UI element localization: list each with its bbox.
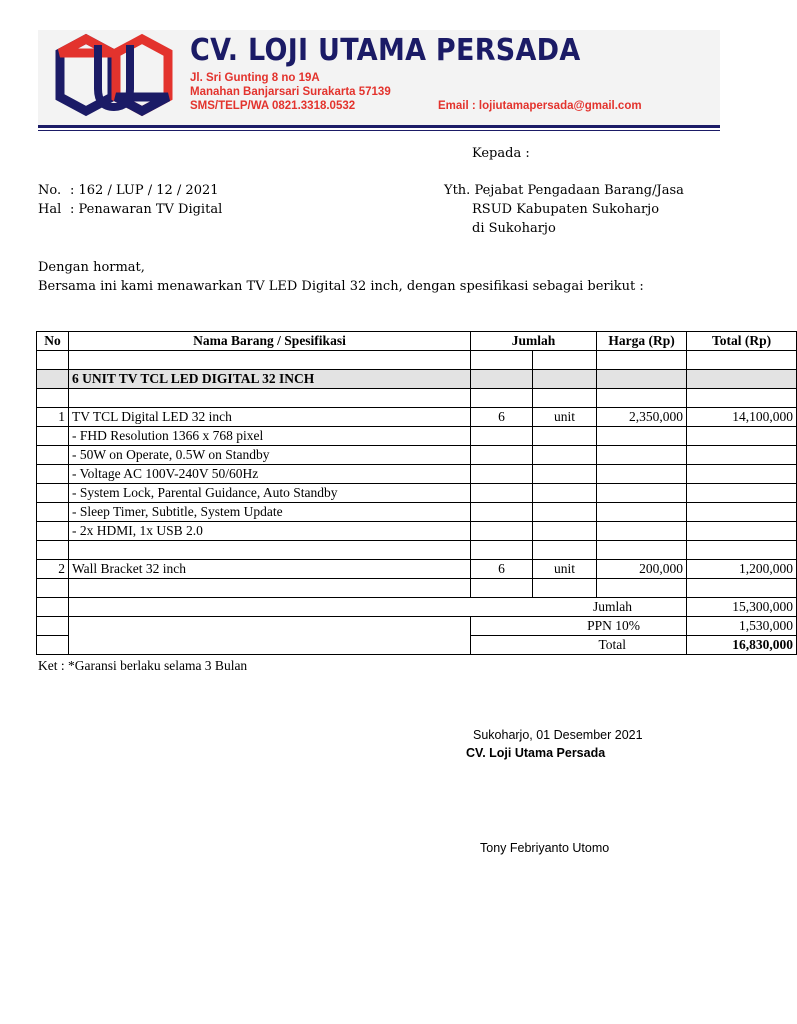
table-row <box>37 541 797 560</box>
summary-label: Total <box>471 636 687 655</box>
summary-value: 1,530,000 <box>687 617 797 636</box>
item-qty: 6 <box>471 408 533 427</box>
table-header-row <box>37 332 797 351</box>
company-name: CV. LOJI UTAMA PERSADA <box>190 33 581 68</box>
grand-total-value: 16,830,000 <box>687 636 797 655</box>
letterhead-divider-thin <box>38 130 720 131</box>
table-row <box>37 579 797 598</box>
item-unit: unit <box>533 560 597 579</box>
header-item-name: Nama Barang / Spesifikasi <box>69 332 471 351</box>
table-row <box>37 351 797 370</box>
subject-label: Hal <box>38 202 62 217</box>
address-line-2: Manahan Banjarsari Surakarta 57139 <box>190 86 391 98</box>
item-unit: unit <box>533 408 597 427</box>
section-title: 6 UNIT TV TCL LED DIGITAL 32 INCH <box>69 370 471 389</box>
table-row <box>37 560 797 579</box>
item-name: Wall Bracket 32 inch <box>69 560 471 579</box>
spec-text: - 2x HDMI, 1x USB 2.0 <box>69 522 471 541</box>
place-date: Sukoharjo, 01 Desember 2021 <box>473 728 643 742</box>
company-logo <box>50 33 180 123</box>
signature-company: CV. Loji Utama Persada <box>466 746 606 760</box>
spec-row <box>37 503 797 522</box>
recipient-line-2: RSUD Kabupaten Sukoharjo <box>472 202 660 217</box>
signer-name: Tony Febriyanto Utomo <box>480 841 610 855</box>
recipient-line-1: Yth. Pejabat Pengadaan Barang/Jasa <box>444 183 684 198</box>
spec-row <box>37 465 797 484</box>
letter-number-label: No. <box>38 183 62 198</box>
greeting: Dengan hormat, <box>38 260 145 275</box>
summary-row-tax <box>37 617 797 636</box>
item-total: 14,100,000 <box>687 408 797 427</box>
summary-row-total <box>37 636 797 655</box>
header-no: No <box>37 332 69 351</box>
intro-paragraph: Bersama ini kami menawarkan TV LED Digital 32 inch, dengan spesifikasi sebagai berikut : <box>38 279 644 294</box>
spec-text: - System Lock, Parental Guidance, Auto Standby <box>69 484 471 503</box>
spec-text: - FHD Resolution 1366 x 768 pixel <box>69 427 471 446</box>
item-price: 2,350,000 <box>597 408 687 427</box>
address-line-1: Jl. Sri Gunting 8 no 19A <box>190 72 320 84</box>
summary-row-subtotal <box>37 598 797 617</box>
letter-number-value: : 162 / LUP / 12 / 2021 <box>70 183 219 198</box>
contact-email: Email : lojiutamapersada@gmail.com <box>438 100 642 112</box>
spec-row <box>37 522 797 541</box>
spec-text: - Sleep Timer, Subtitle, System Update <box>69 503 471 522</box>
item-price: 200,000 <box>597 560 687 579</box>
item-no: 1 <box>37 408 69 427</box>
header-price: Harga (Rp) <box>597 332 687 351</box>
spec-row <box>37 446 797 465</box>
recipient-label: Kepada : <box>472 146 530 161</box>
item-qty: 6 <box>471 560 533 579</box>
summary-value: 15,300,000 <box>687 598 797 617</box>
summary-label: Jumlah <box>69 598 687 617</box>
letterhead-divider-thick <box>38 125 720 128</box>
table-row <box>37 408 797 427</box>
item-total: 1,200,000 <box>687 560 797 579</box>
section-title-row <box>37 370 797 389</box>
summary-label: PPN 10% <box>471 617 687 636</box>
table-row <box>37 389 797 408</box>
spec-row <box>37 427 797 446</box>
spec-row <box>37 484 797 503</box>
items-table <box>36 331 794 655</box>
subject-value: : Penawaran TV Digital <box>70 202 223 217</box>
item-no: 2 <box>37 560 69 579</box>
contact-phone: SMS/TELP/WA 0821.3318.0532 <box>190 100 356 112</box>
header-quantity: Jumlah <box>471 332 597 351</box>
warranty-note: Ket : *Garansi berlaku selama 3 Bulan <box>38 658 248 673</box>
header-total: Total (Rp) <box>687 332 797 351</box>
spec-text: - 50W on Operate, 0.5W on Standby <box>69 446 471 465</box>
spec-text: - Voltage AC 100V-240V 50/60Hz <box>69 465 471 484</box>
item-name: TV TCL Digital LED 32 inch <box>69 408 471 427</box>
recipient-line-3: di Sukoharjo <box>472 221 556 236</box>
